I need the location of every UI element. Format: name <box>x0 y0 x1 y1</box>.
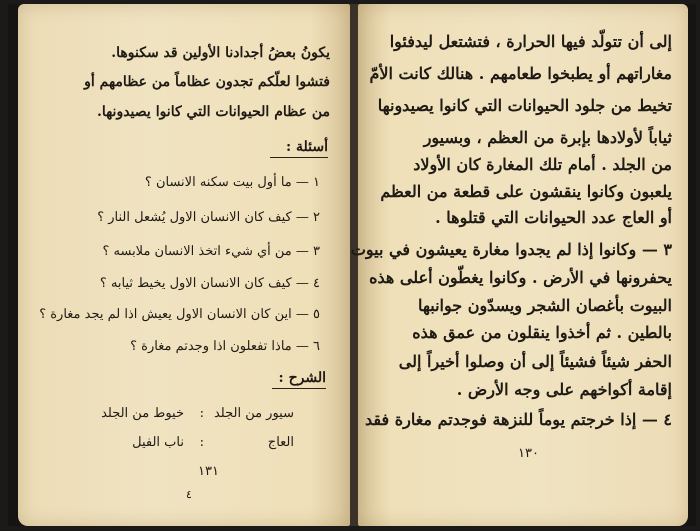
question-item: ٢ — كيف كان الانسان الاول يُشعل النار ؟ <box>97 210 320 225</box>
questions-heading-underline <box>270 157 328 158</box>
question-item: ٣ — من أي شيء اتخذ الانسان ملابسه ؟ <box>102 244 320 259</box>
open-book <box>8 4 696 526</box>
paragraph-3-line: بالطين . ثم أخذوا ينقلون من عمق هذه <box>412 323 672 342</box>
right-paragraph-line: يلعبون وكانوا ينقشون على قطعة من العظم <box>380 182 672 201</box>
glossary-meaning: ناب الفيل <box>132 435 184 450</box>
glossary-separator: : <box>199 406 204 421</box>
page-number: ١٣٠ <box>518 446 539 461</box>
paragraph-4-line: ٤ — إذا خرجتم يوماً للنزهة فوجدتم مغارة فقد <box>365 410 672 429</box>
glossary-term: العاج <box>267 435 294 450</box>
glossary-heading-underline <box>272 388 326 389</box>
left-paragraph-line: يكونُ بعضُ أجدادنا الأولين قد سكنوها. <box>111 45 330 61</box>
right-paragraph-line: ثياباً لأولادها بإبرة من العظم ، وبسيور <box>423 128 672 147</box>
left-paragraph-line: من عظام الحيوانات التي كانوا يصيدونها. <box>96 104 330 120</box>
paragraph-3-line: يحفرونها في الأرض . وكانوا يغطّون أعلى هذه <box>369 268 672 287</box>
right-paragraph-line: إلى أن تتولّد فيها الحرارة ، فتشتعل ليدفئوا <box>389 32 672 51</box>
question-item: ١ — ما أول بيت سكنه الانسان ؟ <box>144 175 320 190</box>
paragraph-3-line: إقامة أكواخهم على وجه الأرض . <box>456 380 672 399</box>
right-paragraph-line: من الجلد . أمام تلك المغارة كان الأولاد <box>413 155 672 174</box>
paragraph-3-line: ٣ — وكانوا إذا لم يجدوا مغارة يعيشون في بيوت <box>350 240 672 259</box>
glossary-term: سيور من الجلد <box>213 406 294 421</box>
right-paragraph-line: أو العاج عدد الحيوانات التي قتلوها . <box>435 208 672 227</box>
left-page <box>18 4 350 526</box>
left-paragraph-line: فتشوا لعلّكم تجدون عظاماً من عظامهم أو <box>84 74 330 90</box>
paragraph-3-line: الحفر شيئاً فشيئاً إلى أن وصلوا أخيراً إلى <box>398 352 672 371</box>
paragraph-3-line: البيوت بأغصان الشجر ويسدّون جوانبها <box>418 296 672 315</box>
book-gutter <box>350 4 358 526</box>
question-item: ٤ — كيف كان الانسان الاول يخيط ثيابه ؟ <box>99 276 320 291</box>
question-item: ٥ — اين كان الانسان الاول يعيش اذا لم يجد مغارة ؟ <box>39 307 320 322</box>
glossary-meaning: خيوط من الجلد <box>101 406 184 421</box>
right-paragraph-line: مغاراتهم أو يطبخوا طعامهم . هنالك كانت الأمّ <box>369 64 672 83</box>
stray-mark: ٤ <box>186 488 192 501</box>
glossary-separator: : <box>199 435 204 450</box>
questions-heading: أسئلة : <box>285 139 328 155</box>
glossary-heading: الشرح : <box>278 370 326 386</box>
right-page <box>350 4 688 526</box>
page-number: ١٣١ <box>198 464 219 479</box>
right-paragraph-line: تخيط من جلود الحيوانات التي كانوا يصيدونها <box>377 96 672 115</box>
question-item: ٦ — ماذا تفعلون اذا وجدتم مغارة ؟ <box>130 339 320 354</box>
